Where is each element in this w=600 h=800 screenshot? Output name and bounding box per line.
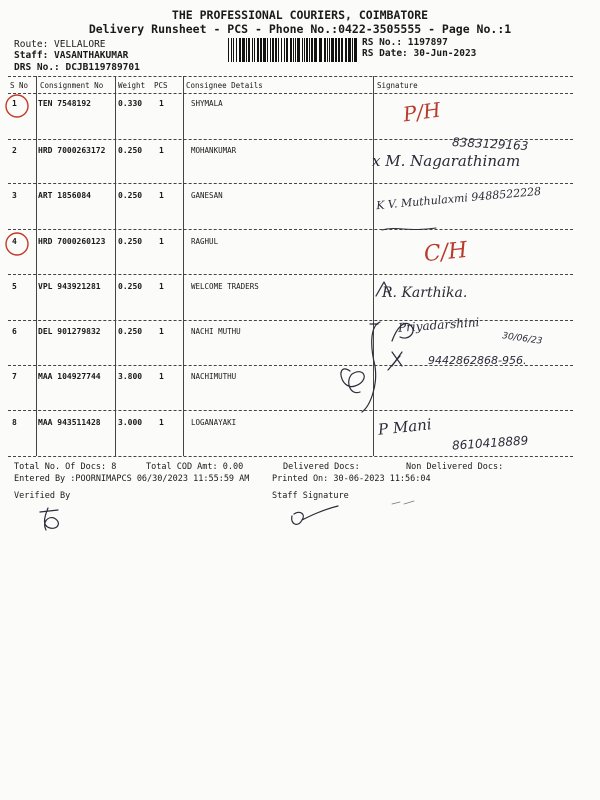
red-circle-annotation <box>2 230 32 258</box>
barcode-bar <box>354 38 357 62</box>
row-weight: 0.330 <box>118 99 143 108</box>
row-consignee: WELCOME TRADERS <box>191 282 259 291</box>
row-consignment: MAA 943511428 <box>38 418 101 427</box>
barcode-bar <box>284 38 285 62</box>
handwritten-signature: R. Karthika. <box>382 285 468 301</box>
row-pcs: 1 <box>159 146 164 155</box>
col-divider <box>183 76 184 456</box>
barcode-bar <box>267 38 268 62</box>
entered-by: Entered By :POORNIMAPCS 06/30/2023 11:55:59 AM <box>14 474 250 484</box>
barcode-bar <box>260 38 262 62</box>
barcode-bar <box>286 38 288 62</box>
barcode-bar <box>302 38 303 62</box>
barcode-bar <box>309 38 310 62</box>
row-weight: 3.800 <box>118 372 143 381</box>
pen-underline <box>380 222 440 236</box>
row-pcs: 1 <box>159 237 164 246</box>
barcode-bar <box>257 38 259 62</box>
barcode-bar <box>242 38 245 62</box>
row-consignment: HRD 7000263172 <box>38 146 106 155</box>
row-rule <box>8 229 573 230</box>
company-title: THE PROFESSIONAL COURIERS, COIMBATORE <box>171 8 429 22</box>
barcode-bar <box>345 38 347 62</box>
rs-date: RS Date: 30-Jun-2023 <box>362 48 477 59</box>
handwritten-signature: K V. Muthulaxmi 9488522228 <box>375 184 542 213</box>
barcode-bar <box>254 38 255 62</box>
drs-number: DRS No.: DCJB119789701 <box>14 62 140 73</box>
printed-on: Printed On: 30-06-2023 11:56:04 <box>272 474 431 484</box>
row-sno: 3 <box>12 191 17 200</box>
barcode-bar <box>324 38 326 62</box>
handwritten-date: 30/06/23 <box>501 331 543 347</box>
barcode-bar <box>275 38 277 62</box>
barcode-bar <box>231 38 232 62</box>
row-consignee: MOHANKUMAR <box>191 146 237 155</box>
verified-signature-mark <box>34 504 70 534</box>
non-delivered-docs: Non Delivered Docs: <box>406 462 504 472</box>
row-pcs: 1 <box>159 282 164 291</box>
table-header-rule <box>8 93 573 94</box>
row-consignee: RAGHUL <box>191 237 219 246</box>
pen-arrow-mark <box>372 276 402 300</box>
row-pcs: 1 <box>159 99 164 108</box>
barcode-bar <box>295 38 296 62</box>
row-sno: 6 <box>12 327 17 336</box>
row-pcs: 1 <box>159 327 164 336</box>
row-sno: 2 <box>12 146 17 155</box>
staff-label: Staff: VASANTHAKUMAR <box>14 50 129 61</box>
barcode-bar <box>281 38 282 62</box>
barcode-bar <box>314 38 317 62</box>
barcode-bar <box>239 38 241 62</box>
handwritten-note: C/H <box>422 237 469 268</box>
row-sno: 8 <box>12 418 17 427</box>
route-label: Route: VELLALORE <box>14 39 106 50</box>
row-consignment: DEL 901279832 <box>38 327 101 336</box>
row-weight: 0.250 <box>118 282 143 291</box>
barcode-bar <box>293 38 294 62</box>
staff-signature-label: Staff Signature <box>272 491 349 501</box>
row-consignee: NACHIMUTHU <box>191 372 237 381</box>
col-divider <box>36 76 37 456</box>
barcode-bar <box>352 38 353 62</box>
barcode-bar <box>236 38 237 62</box>
row-rule <box>8 183 573 184</box>
handwritten-phone: 9442862868-956. <box>428 354 527 367</box>
row-consignment: ART 1856084 <box>38 191 91 200</box>
barcode-bar <box>270 38 271 62</box>
barcode-bar <box>335 38 337 62</box>
row-rule <box>8 410 573 411</box>
barcode-bar <box>278 38 279 62</box>
rs-number: RS No.: 1197897 <box>362 37 448 48</box>
handwritten-signature: x M. Nagarathinam <box>372 152 521 170</box>
handwritten-signature: Priyadarshini <box>397 315 480 335</box>
row-consignment: VPL 943921281 <box>38 282 101 291</box>
barcode-bar <box>228 38 229 62</box>
barcode-bar <box>248 38 250 62</box>
red-circle-annotation <box>2 92 32 120</box>
row-consignee: NACHI MUTHU <box>191 327 241 336</box>
barcode-bar <box>338 38 340 62</box>
barcode-bar <box>290 38 292 62</box>
barcode-bar <box>329 38 330 62</box>
barcode-image <box>228 38 358 62</box>
col-header-consignment: Consignment No <box>40 81 104 90</box>
col-header-weight: Weight <box>118 81 146 90</box>
row-sno: 1 <box>12 99 17 108</box>
row-rule <box>8 456 573 457</box>
handwritten-note: P/H <box>401 97 443 127</box>
handwritten-signature: P Mani <box>377 415 433 439</box>
barcode-bar <box>348 38 351 62</box>
barcode-bar <box>272 38 274 62</box>
barcode-bar <box>341 38 343 62</box>
barcode-bar <box>297 38 300 62</box>
col-divider <box>115 76 116 456</box>
row-weight: 0.250 <box>118 146 143 155</box>
row-consignee: GANESAN <box>191 191 223 200</box>
row-rule <box>8 274 573 275</box>
pen-mark <box>388 315 428 345</box>
barcode-bar <box>311 38 313 62</box>
staff-signature-mark <box>286 500 346 530</box>
row-rule <box>8 320 573 321</box>
barcode-bar <box>252 38 253 62</box>
row-consignee: LOGANAYAKI <box>191 418 237 427</box>
row-pcs: 1 <box>159 418 164 427</box>
row-consignment: MAA 104927744 <box>38 372 101 381</box>
barcode-bar <box>246 38 247 62</box>
delivered-docs: Delivered Docs: <box>283 462 360 472</box>
barcode-bar <box>327 38 328 62</box>
barcode-bar <box>263 38 266 62</box>
total-docs: Total No. Of Docs: 8 <box>14 462 117 472</box>
runsheet-subtitle: Delivery Runsheet - PCS - Phone No.:0422-3505555 - Page No.:1 <box>88 22 512 36</box>
col-header-pcs: PCS <box>154 81 168 90</box>
col-header-signature: Signature <box>377 81 418 90</box>
stray-mark <box>390 498 420 508</box>
row-weight: 0.250 <box>118 237 143 246</box>
row-consignment: HRD 7000260123 <box>38 237 106 246</box>
handwritten-phone: 8383129163 <box>451 135 529 153</box>
row-sno: 4 <box>12 237 17 246</box>
row-weight: 0.250 <box>118 191 143 200</box>
row-pcs: 1 <box>159 191 164 200</box>
barcode-bar <box>331 38 334 62</box>
barcode-bar <box>306 38 308 62</box>
col-header-sno: S No <box>10 81 29 90</box>
barcode-bar <box>304 38 305 62</box>
table-top-rule <box>8 76 573 77</box>
row-consignment: TEN 7548192 <box>38 99 91 108</box>
col-header-consignee: Consignee Details <box>186 81 263 90</box>
row-consignee: SHYMALA <box>191 99 223 108</box>
row-weight: 0.250 <box>118 327 143 336</box>
row-sno: 5 <box>12 282 17 291</box>
barcode-bar <box>319 38 322 62</box>
row-pcs: 1 <box>159 372 164 381</box>
verified-by-label: Verified By <box>14 491 71 501</box>
row-sno: 7 <box>12 372 17 381</box>
handwritten-phone: 8610418889 <box>451 433 529 453</box>
total-cod: Total COD Amt: 0.00 <box>146 462 244 472</box>
barcode-bar <box>233 38 234 62</box>
row-weight: 3.000 <box>118 418 143 427</box>
